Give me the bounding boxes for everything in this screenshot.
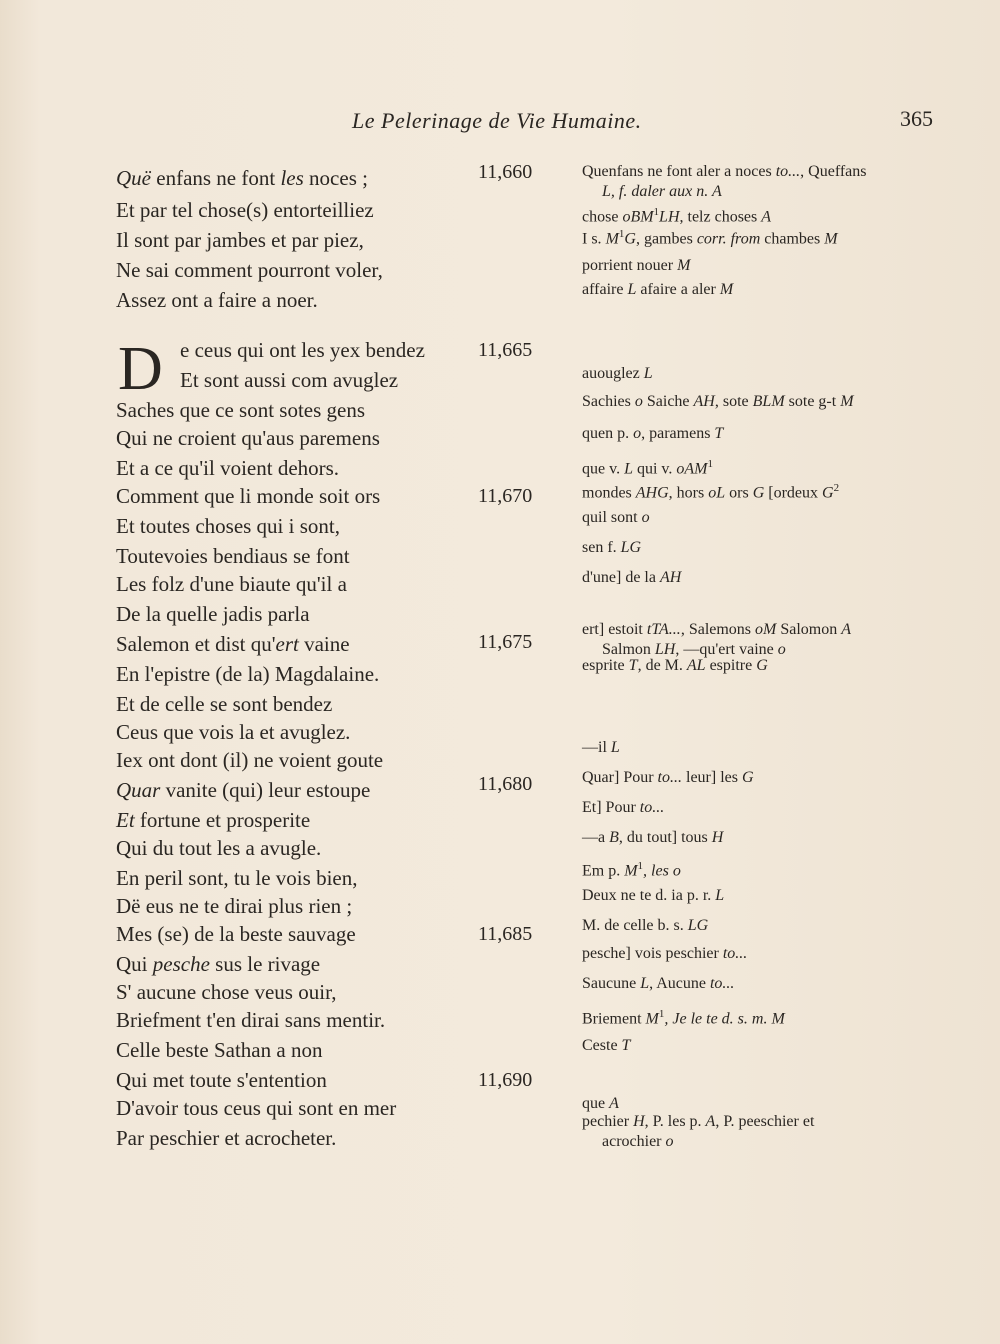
verse-line: Qui met toute s'entention — [116, 1068, 327, 1092]
variant-note: pesche] vois peschier to... — [582, 945, 748, 962]
verse-line: Et de celle se sont bendez — [116, 692, 333, 716]
variant-note: porrient nouer M — [582, 257, 691, 274]
verse-line: Saches que ce sont sotes gens — [116, 398, 366, 422]
verse-line: Iex ont dont (il) ne voient goute — [116, 748, 384, 772]
variant-note: I s. $M^1G$, gambes corr. from chambes M — [582, 228, 838, 248]
verse-line: Ceus que vois la et avuglez. — [116, 720, 351, 744]
variant-note: Sachies o Saiche AH, sote BLM sote g-t M — [582, 393, 854, 410]
verse-line: Quë enfans ne font les noces ; — [116, 166, 368, 190]
variant-note: Saucune L, Aucune to... — [582, 975, 735, 992]
verse-line: Qui ne croient qu'aus paremens — [116, 426, 380, 450]
line-number: 11,680 — [478, 773, 533, 795]
variant-note: d'une] de la AH — [582, 569, 682, 586]
running-title: Le Pelerinage de Vie Humaine. — [352, 108, 642, 133]
line-number: 11,670 — [478, 485, 533, 507]
variant-note: Deux ne te d. ia p. r. L — [582, 887, 725, 904]
variant-note: Quar] Pour to... leur] les G — [582, 769, 754, 786]
line-number: 11,685 — [478, 923, 533, 945]
verse-line: Les folz d'une biaute qu'il a — [116, 572, 347, 596]
variant-note: que v. L qui v. oAM$^1$ — [582, 458, 713, 478]
variant-note: chose oBM$^1$LH, telz choses A — [582, 206, 772, 226]
verse-line: Et a ce qu'il voient dehors. — [116, 456, 340, 480]
verse-line: Celle beste Sathan a non — [116, 1038, 323, 1062]
verse-line: En l'epistre (de la) Magdalaine. — [116, 662, 380, 686]
variant-note: —il L — [582, 739, 620, 756]
verse-line: Et toutes choses qui i sont, — [116, 514, 340, 538]
line-number: 11,660 — [478, 161, 533, 183]
variant-note: mondes AHG, hors oL ors G [ordeux $G^2$ — [582, 482, 840, 502]
verse-line: De la quelle jadis parla — [116, 602, 310, 626]
variant-note: Em p. $M^1$, les o — [582, 860, 681, 880]
variant-note: esprite T, de M. AL espitre G — [582, 657, 768, 674]
verse-line: Assez ont a faire a noer. — [116, 288, 318, 312]
verse-line: Par peschier et acrocheter. — [116, 1126, 337, 1150]
verse-line: Et par tel chose(s) entorteilliez — [116, 198, 374, 222]
page-number: 365 — [900, 106, 933, 131]
verse-line: Mes (se) de la beste sauvage — [116, 922, 356, 946]
verse-line: Qui du tout les a avugle. — [116, 836, 322, 860]
verse-line: Dë eus ne te dirai plus rien ; — [116, 894, 353, 918]
drop-capital: D — [118, 335, 163, 403]
variant-note: quen p. o, paramens T — [582, 425, 724, 442]
variant-note: sen f. LG — [582, 539, 642, 556]
verse-line: Comment que li monde soit ors — [116, 484, 381, 508]
verse-line: Et fortune et prosperite — [116, 808, 311, 832]
variant-note: Briement $M^1$, Je le te d. s. m. M — [582, 1008, 785, 1028]
variant-note: Quenfans ne font aler a noces to..., Queffans L, f. daler aux n. A — [582, 163, 867, 200]
verse-line: S' aucune chose veus ouir, — [116, 980, 337, 1004]
variant-note: Ceste T — [582, 1037, 631, 1054]
verse-line: Salemon et dist qu'ert vaine — [116, 632, 350, 656]
variant-note: ert] estoit tTA..., Salemons oM Salomon A Salmon LH, —qu'ert vaine o — [582, 621, 852, 658]
line-number: 11,675 — [478, 631, 533, 653]
verse-line: Toutevoies bendiaus se font — [116, 544, 350, 568]
variant-note: M. de celle b. s. LG — [582, 917, 709, 934]
verse-line: Quar vanite (qui) leur estoupe — [116, 778, 371, 802]
variant-note: auouglez L — [582, 365, 653, 382]
verse-line: D'avoir tous ceus qui sont en mer — [116, 1096, 397, 1120]
verse-line: Briefment t'en dirai sans mentir. — [116, 1008, 386, 1032]
variant-note: affaire L afaire a aler M — [582, 281, 734, 298]
verse-line: e ceus qui ont les yex bendez — [180, 338, 425, 362]
line-number: 11,690 — [478, 1069, 533, 1091]
verse-line: Il sont par jambes et par piez, — [116, 228, 364, 252]
variant-note: —a B, du tout] tous H — [582, 829, 724, 846]
verse-line: En peril sont, tu le vois bien, — [116, 866, 358, 890]
verse-line: Qui pesche sus le rivage — [116, 952, 321, 976]
verse-line: Ne sai comment pourront voler, — [116, 258, 383, 282]
line-number: 11,665 — [478, 339, 533, 361]
variant-note: pechier H, P. les p. A, P. peeschier et acrochier o — [582, 1113, 815, 1150]
variant-note: que A — [582, 1095, 619, 1112]
verse-line: Et sont aussi com avuglez — [180, 368, 399, 392]
variant-note: Et] Pour to... — [582, 799, 665, 816]
variant-note: quil sont o — [582, 509, 650, 526]
